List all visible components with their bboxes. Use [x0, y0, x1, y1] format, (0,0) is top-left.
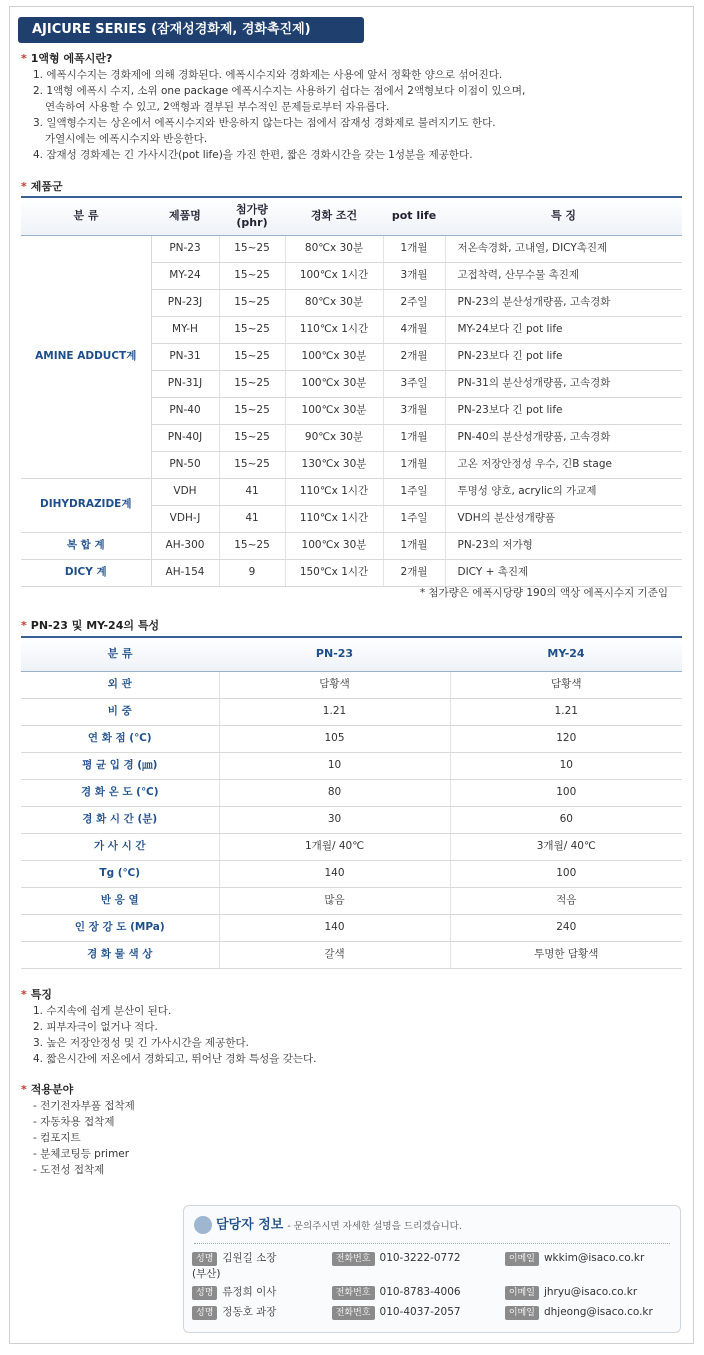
table-cell: 15~25 [219, 451, 285, 478]
table-cell: 고온 저장안정성 우수, 긴B stage [445, 451, 682, 478]
contact-row [192, 1303, 653, 1321]
column-header: 특 징 [445, 197, 682, 235]
table-cell: 고접착력, 산무수물 촉진제 [445, 262, 682, 289]
property-label: 연 화 점 (℃) [21, 725, 219, 752]
name-tag: 성명 [192, 1286, 217, 1300]
column-header: 첨가량 (phr) [219, 197, 285, 235]
phone-tag: 전화번호 [332, 1306, 375, 1320]
table-row [21, 235, 682, 262]
paragraph-line: 3. 일액형수지는 상온에서 에폭시수지와 반응하지 않는다는 점에서 잠재성 경화제로 불려지기도 한다. [33, 117, 496, 129]
name-tag: 성명 [192, 1306, 217, 1320]
contact-title: 담당자 정보 [216, 1217, 284, 1233]
table-row [21, 698, 682, 725]
table-cell: 110℃x 1시간 [285, 316, 383, 343]
table-cell: PN-40 [151, 397, 219, 424]
contact-name: 정동호 과장 [222, 1306, 277, 1318]
table-cell: 15~25 [219, 532, 285, 559]
property-value: 1개월/ 40℃ [219, 833, 450, 860]
table-row [21, 914, 682, 941]
table-cell: 100℃x 30분 [285, 343, 383, 370]
table-cell: 1개월 [383, 235, 445, 262]
phone-tag: 전화번호 [332, 1286, 375, 1300]
table-row [21, 806, 682, 833]
column-header: pot life [383, 197, 445, 235]
paragraph-line: 2. 1액형 에폭시 수지, 소위 one package 에폭시수지는 사용하기 쉽다는 점에서 2액형보다 이점이 있으며, [33, 85, 526, 97]
contact-box [183, 1205, 681, 1333]
table-cell: 15~25 [219, 424, 285, 451]
email-tag: 이메일 [505, 1252, 539, 1266]
table-cell: 90℃x 30분 [285, 424, 383, 451]
paragraph-line: 연속하여 사용할 수 있고, 2액형과 결부된 부수적인 문제들로부터 자유롭다. [45, 101, 390, 113]
email-tag: 이메일 [505, 1286, 539, 1300]
property-value: 100 [450, 779, 682, 806]
table-cell: 3개월 [383, 262, 445, 289]
table-cell: 투명성 양호, acrylic의 가교제 [445, 478, 682, 505]
table-row [21, 887, 682, 914]
property-value: 60 [450, 806, 682, 833]
property-label: 비 중 [21, 698, 219, 725]
table-cell: 1주일 [383, 478, 445, 505]
column-header: 경화 조건 [285, 197, 383, 235]
contact-phone: 010-8783-4006 [379, 1286, 461, 1298]
application-line: - 자동차용 접착제 [33, 1116, 115, 1128]
table-cell: PN-40의 분산성개량품, 고속경화 [445, 424, 682, 451]
table-cell: 110℃x 1시간 [285, 505, 383, 532]
property-value: 투명한 담황색 [450, 941, 682, 968]
paragraph-line: 4. 잠재성 경화제는 긴 가사시간(pot life)을 가진 한편, 짧은 경화시간을 갖는 1성분을 제공한다. [33, 149, 473, 161]
table-cell: PN-23의 저가형 [445, 532, 682, 559]
table-cell: VDH [151, 478, 219, 505]
column-header: 분 류 [21, 197, 151, 235]
paragraph-line: 1. 에폭시수지는 경화제에 의해 경화된다. 에폭시수지와 경화제는 사용에 앞서 정확한 양으로 섞어진다. [33, 69, 503, 81]
table-cell: 1개월 [383, 532, 445, 559]
table-cell: 1개월 [383, 451, 445, 478]
table-cell: 41 [219, 505, 285, 532]
column-header: MY-24 [450, 637, 682, 671]
feature-line: 3. 높은 저장안정성 및 긴 가사시간을 제공한다. [33, 1037, 249, 1049]
table-cell: PN-23 [151, 235, 219, 262]
table-row [21, 725, 682, 752]
table-cell: PN-31J [151, 370, 219, 397]
table-cell: MY-H [151, 316, 219, 343]
property-label: Tg (℃) [21, 860, 219, 887]
table-cell: DICY + 촉진제 [445, 559, 682, 586]
contact-phone: 010-4037-2057 [379, 1306, 461, 1318]
table-cell: 100℃x 30분 [285, 370, 383, 397]
property-label: 경 화 물 색 상 [21, 941, 219, 968]
property-label: 경 화 온 도 (℃) [21, 779, 219, 806]
paragraph-line: 가열시에는 에폭시수지와 반응한다. [45, 133, 208, 145]
table-cell: VDH의 분산성개량품 [445, 505, 682, 532]
section-applications: * 적용분야 - 전기전자부품 접착제 - 자동차용 접착제 - 컴포지트 - 분체코팅등 primer - 도전성 접착제 [21, 1083, 135, 1176]
table-cell: PN-31 [151, 343, 219, 370]
table-cell: 9 [219, 559, 285, 586]
section-heading: 특징 [30, 988, 53, 1001]
section-heading: PN-23 및 MY-24의 특성 [30, 619, 160, 632]
application-line: - 분체코팅등 primer [33, 1148, 130, 1160]
feature-line: 2. 피부자극이 없거나 적다. [33, 1021, 158, 1033]
table-cell: 100℃x 1시간 [285, 262, 383, 289]
table-cell: PN-23J [151, 289, 219, 316]
table-cell: 80℃x 30분 [285, 289, 383, 316]
properties-table [21, 636, 682, 969]
table-row [21, 559, 682, 586]
table-cell: VDH-J [151, 505, 219, 532]
products-table [21, 196, 682, 587]
table-cell: 15~25 [219, 370, 285, 397]
table-cell: 15~25 [219, 343, 285, 370]
table-row [21, 779, 682, 806]
table-cell: 15~25 [219, 235, 285, 262]
email-tag: 이메일 [505, 1306, 539, 1320]
application-line: - 전기전자부품 접착제 [33, 1100, 135, 1112]
table-cell: 2개월 [383, 559, 445, 586]
table-cell: PN-31의 분산성개량품, 고속경화 [445, 370, 682, 397]
property-label: 인 장 강 도 (MPa) [21, 914, 219, 941]
property-label: 반 응 열 [21, 887, 219, 914]
table-row [21, 752, 682, 779]
contact-name: 김원길 소장 [222, 1252, 277, 1264]
property-value: 담황색 [450, 671, 682, 698]
person-icon [194, 1216, 212, 1234]
property-value: 10 [219, 752, 450, 779]
table-cell: 80℃x 30분 [285, 235, 383, 262]
section-products: * 제품군 [21, 180, 63, 193]
property-value: 갈색 [219, 941, 450, 968]
contact-phone: 010-3222-0772 [379, 1252, 461, 1264]
table-cell: 15~25 [219, 289, 285, 316]
table-cell: 2개월 [383, 343, 445, 370]
contact-email[interactable]: wkkim@isaco.co.kr [543, 1252, 645, 1264]
table-cell: MY-24 [151, 262, 219, 289]
category-cell: AMINE ADDUCT계 [21, 235, 151, 478]
contact-name-suffix: (부산) [192, 1268, 221, 1280]
section-heading: 제품군 [30, 180, 63, 193]
property-value: 1.21 [219, 698, 450, 725]
table-cell: 2주일 [383, 289, 445, 316]
table-cell: 110℃x 1시간 [285, 478, 383, 505]
section-features: * 특징 1. 수지속에 쉽게 분산이 된다. 2. 피부자극이 없거나 적다. 3. 높은 저장안정성 및 긴 가사시간을 제공한다. 4. 짧은시간에 저온에서 경화되고, 뛰어난 경화 특성을 갖는다. [21, 988, 317, 1065]
property-value: 적음 [450, 887, 682, 914]
table-cell: 150℃x 1시간 [285, 559, 383, 586]
table-cell: PN-23보다 긴 pot life [445, 343, 682, 370]
column-header: 제품명 [151, 197, 219, 235]
property-value: 담황색 [219, 671, 450, 698]
table-cell: 4개월 [383, 316, 445, 343]
column-header: 분 류 [21, 637, 219, 671]
divider [194, 1243, 670, 1244]
table-row [21, 532, 682, 559]
table-cell: 3개월 [383, 397, 445, 424]
contact-email[interactable]: jhryu@isaco.co.kr [543, 1286, 638, 1298]
contact-email[interactable]: dhjeong@isaco.co.kr [543, 1306, 653, 1318]
table-cell: 15~25 [219, 397, 285, 424]
property-label: 경 화 시 간 (분) [21, 806, 219, 833]
property-value: 많음 [219, 887, 450, 914]
footnote: * 첨가량은 에폭시당량 190의 액상 에폭시수지 기준임 [419, 587, 668, 599]
table-cell: 저온속경화, 고내열, DICY촉진제 [445, 235, 682, 262]
table-cell: AH-300 [151, 532, 219, 559]
contact-subtitle: - 문의주시면 자세한 설명을 드리겠습니다. [287, 1220, 462, 1232]
table-cell: AH-154 [151, 559, 219, 586]
table-row [21, 941, 682, 968]
feature-line: 4. 짧은시간에 저온에서 경화되고, 뛰어난 경화 특성을 갖는다. [33, 1053, 317, 1065]
section-properties: * PN-23 및 MY-24의 특성 [21, 619, 160, 632]
section-one-package: * 1액형 에폭시란? 1. 에폭시수지는 경화제에 의해 경화된다. 에폭시수지와 경화제는 사용에 앞서 정확한 양으로 섞어진다. 2. 1액형 에폭시 수지, 소위 one package 에폭시수지는 사용하기 쉽다는 점에서 2액형보다 이점이 있으며, 연속하여 사용할 수 있고, 2액형과 결부된 부수적인 문제들로부터 자유롭다. 3. 일액형수지는 상온에서 에폭시수지와 반응하지 않는다는 점에서 잠재성 경화제로 불려지기도 한다. 가열시에는 에폭시수지와 반응한다. 4. 잠재성 경화제는 긴 가사시간(pot life)을 가진 한편, 짧은 경화시간을 갖는 1성분을 제공한다. [21, 52, 526, 161]
table-cell: MY-24보다 긴 pot life [445, 316, 682, 343]
property-value: 10 [450, 752, 682, 779]
property-value: 240 [450, 914, 682, 941]
application-line: - 컴포지트 [33, 1132, 81, 1144]
table-cell: 15~25 [219, 316, 285, 343]
table-row [21, 860, 682, 887]
property-label: 가 사 시 간 [21, 833, 219, 860]
section-heading: 1액형 에폭시란? [30, 52, 113, 65]
column-header: PN-23 [219, 637, 450, 671]
table-cell: PN-40J [151, 424, 219, 451]
table-cell: 41 [219, 478, 285, 505]
table-cell: 130℃x 30분 [285, 451, 383, 478]
table-cell: 100℃x 30분 [285, 532, 383, 559]
table-cell: 3주일 [383, 370, 445, 397]
contact-row [192, 1249, 644, 1267]
property-value: 1.21 [450, 698, 682, 725]
property-value: 140 [219, 914, 450, 941]
contact-name: 류정희 이사 [222, 1286, 277, 1298]
property-value: 120 [450, 725, 682, 752]
table-row [21, 478, 682, 505]
table-row [21, 671, 682, 698]
category-cell: DICY 계 [21, 559, 151, 586]
property-value: 80 [219, 779, 450, 806]
property-value: 105 [219, 725, 450, 752]
name-tag: 성명 [192, 1252, 217, 1266]
category-cell: DIHYDRAZIDE계 [21, 478, 151, 532]
property-value: 100 [450, 860, 682, 887]
property-value: 3개월/ 40℃ [450, 833, 682, 860]
table-cell: PN-23의 분산성개량품, 고속경화 [445, 289, 682, 316]
page-title: AJICURE SERIES (잠재성경화제, 경화촉진제) [18, 17, 364, 43]
application-line: - 도전성 접착제 [33, 1164, 105, 1176]
table-cell: 1개월 [383, 424, 445, 451]
table-cell: 100℃x 30분 [285, 397, 383, 424]
property-value: 30 [219, 806, 450, 833]
category-cell: 복 합 계 [21, 532, 151, 559]
table-cell: PN-50 [151, 451, 219, 478]
property-label: 외 관 [21, 671, 219, 698]
property-label: 평 균 입 경 (㎛) [21, 752, 219, 779]
phone-tag: 전화번호 [332, 1252, 375, 1266]
table-cell: PN-23보다 긴 pot life [445, 397, 682, 424]
section-heading: 적용분야 [30, 1083, 74, 1096]
contact-row [192, 1283, 637, 1301]
table-cell: 15~25 [219, 262, 285, 289]
table-row [21, 833, 682, 860]
feature-line: 1. 수지속에 쉽게 분산이 된다. [33, 1005, 172, 1017]
table-cell: 1주일 [383, 505, 445, 532]
property-value: 140 [219, 860, 450, 887]
